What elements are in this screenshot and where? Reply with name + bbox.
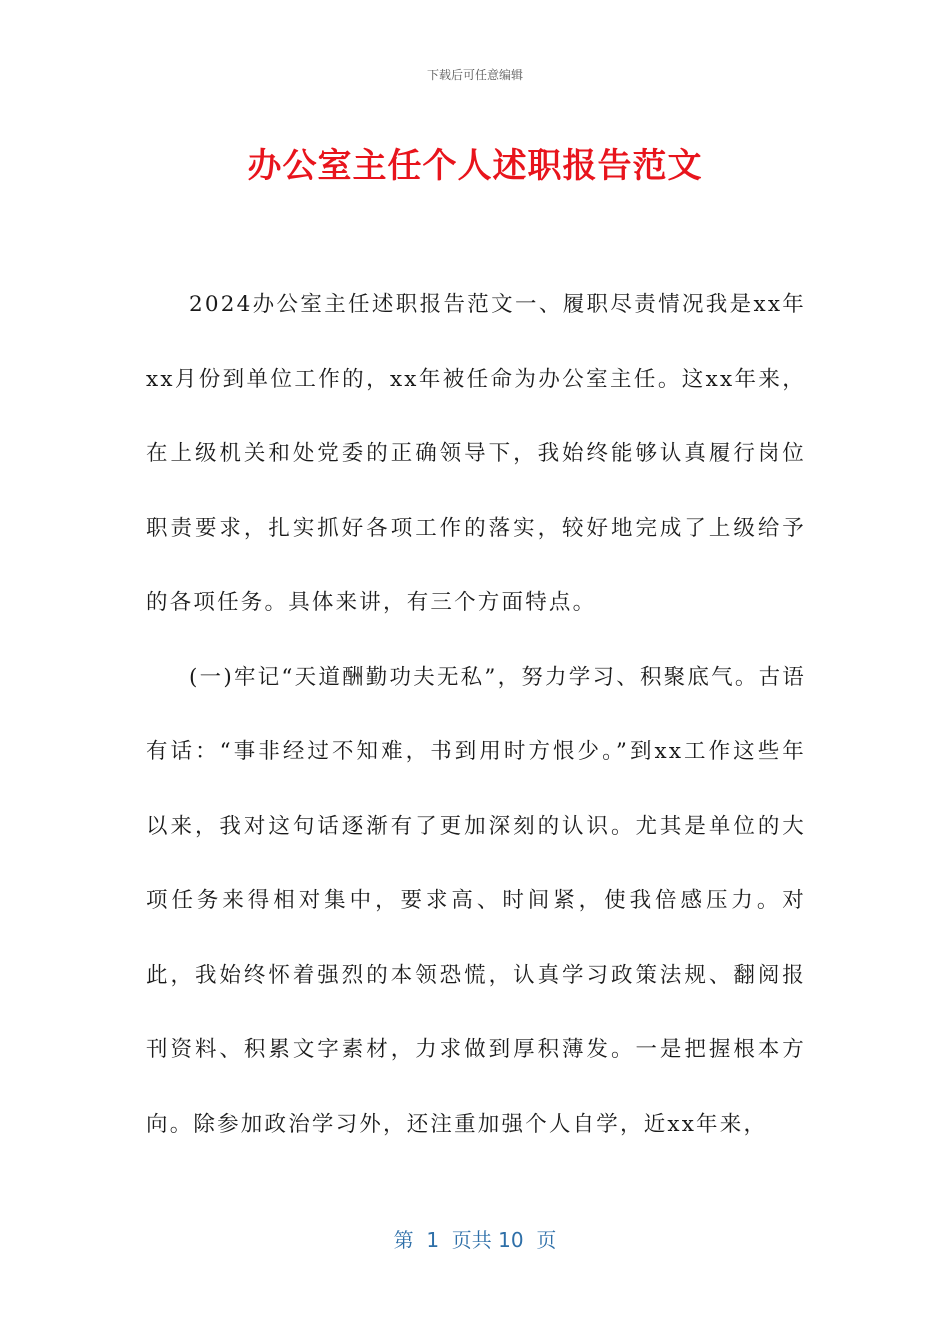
document-body bbox=[146, 268, 806, 1162]
header-note: 下载后可任意编辑 bbox=[426, 68, 523, 82]
document-title: 办公室主任个人述职报告范文 bbox=[247, 146, 703, 186]
paragraph-1: 2024办公室主任述职报告范文一、履职尽责情况我是xx年xx月份到单位工作的，xx年被任命为办公室主任。这xx年来，在上级机关和处党委的正确领导下，我始终能够认真履行岗位职责要求，扎实抓好各项工作的落实，较好地完成了上级给予的各项任务。具体来讲，有三个方面特点。 bbox=[146, 292, 806, 615]
page-number-footer: 第 1 页共 10 页 bbox=[393, 1228, 557, 1252]
paragraph-2: (一)牢记“天道酬勤功夫无私”，努力学习、积聚底气。古语有话：“事非经过不知难，书到用时方恨少。”到xx工作这些年以来，我对这句话逐渐有了更加深刻的认识。尤其是单位的大项任务来得相对集中，要求高、时间紧，使我倍感压力。对此，我始终怀着强烈的本领恐慌，认真学习政策法规、翻阅报刊资料、积累文字素材，力求做到厚积薄发。一是把握根本方向。除参加政治学习外，还注重加强个人自学，近xx年来， bbox=[146, 664, 806, 1137]
